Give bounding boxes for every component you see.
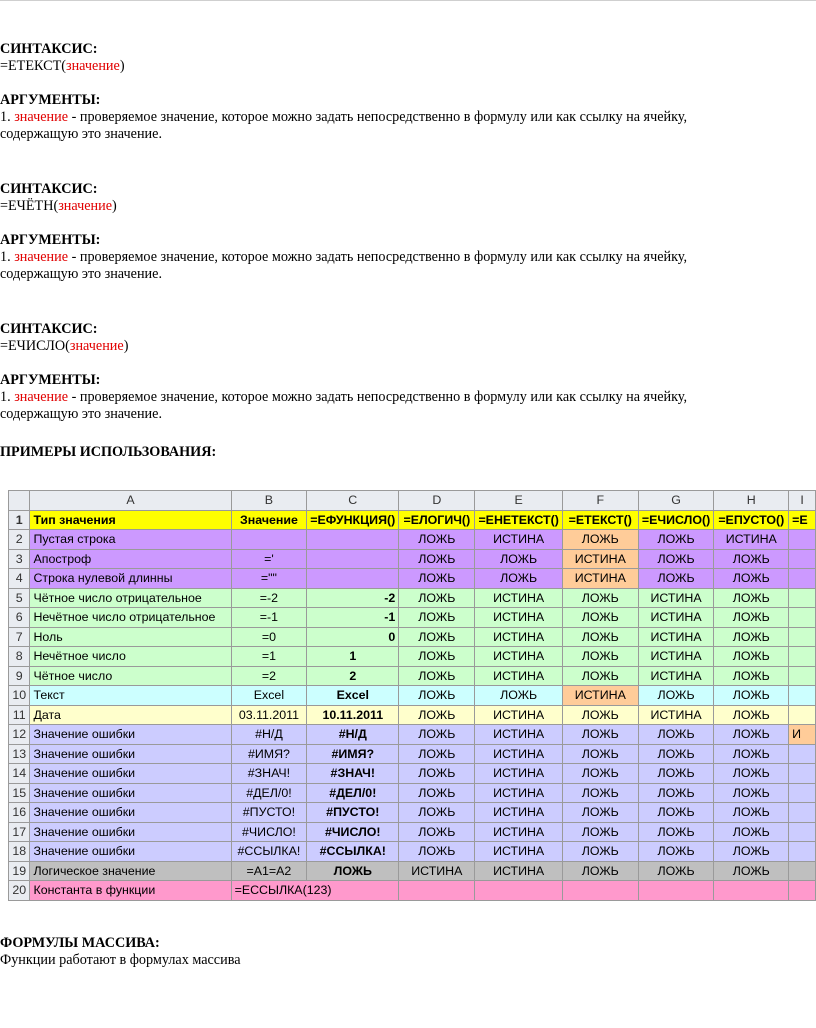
cell-echislo[interactable]: ЛОЖЬ <box>638 549 714 569</box>
table-row <box>9 647 816 667</box>
cell-echislo[interactable]: ЛОЖЬ <box>638 783 714 803</box>
row-number[interactable]: 19 <box>9 861 30 881</box>
cell-elogich[interactable]: ЛОЖЬ <box>399 725 475 745</box>
cell-etekst[interactable]: ЛОЖЬ <box>562 627 638 647</box>
row-number[interactable]: 10 <box>9 686 30 706</box>
cell-type[interactable]: Строка нулевой длинны <box>30 569 231 589</box>
cell-enetekst[interactable]: ИСТИНА <box>475 861 562 881</box>
cell-empty[interactable] <box>714 881 789 901</box>
cell-next[interactable] <box>789 627 816 647</box>
spreadsheet-example <box>8 490 816 906</box>
cell-elogich[interactable]: ИСТИНА <box>399 861 475 881</box>
cell-value[interactable]: =' <box>231 549 307 569</box>
row-number[interactable]: 4 <box>9 569 30 589</box>
cell-epusto[interactable]: ЛОЖЬ <box>714 842 789 862</box>
cell-echislo[interactable]: ИСТИНА <box>638 666 714 686</box>
column-header[interactable]: C <box>307 491 399 511</box>
cell-etekst[interactable]: ЛОЖЬ <box>562 861 638 881</box>
row-number[interactable]: 12 <box>9 725 30 745</box>
argument-description <box>0 249 812 266</box>
cell-header-value[interactable]: Значение <box>231 510 307 530</box>
cell-value[interactable] <box>231 530 307 550</box>
cell-enetekst[interactable]: ИСТИНА <box>475 842 562 862</box>
row-number[interactable]: 9 <box>9 666 30 686</box>
table-row <box>9 803 816 823</box>
cell-function-result[interactable]: 10.11.2011 <box>307 705 399 725</box>
table-row <box>9 725 816 745</box>
cell-value[interactable]: 03.11.2011 <box>231 705 307 725</box>
syntax-formula <box>0 338 812 355</box>
cell-etekst[interactable]: ЛОЖЬ <box>562 647 638 667</box>
cell-type[interactable]: Значение ошибки <box>30 842 231 862</box>
cell-function-result[interactable] <box>307 549 399 569</box>
cell-echislo[interactable]: ЛОЖЬ <box>638 764 714 784</box>
table-row <box>9 822 816 842</box>
corner-cell[interactable] <box>9 491 30 511</box>
row-number[interactable]: 14 <box>9 764 30 784</box>
argument-name: значение <box>14 249 69 265</box>
syntax-heading: СИНТАКСИС: <box>0 321 98 337</box>
table-row <box>9 744 816 764</box>
cell-empty[interactable] <box>399 881 475 901</box>
row-number[interactable]: 17 <box>9 822 30 842</box>
cell-echislo[interactable]: ЛОЖЬ <box>638 803 714 823</box>
cell-echislo[interactable]: ЛОЖЬ <box>638 861 714 881</box>
cell-enetekst[interactable]: ЛОЖЬ <box>475 686 562 706</box>
cell-etekst[interactable]: ЛОЖЬ <box>562 803 638 823</box>
cell-value[interactable]: #ЗНАЧ! <box>231 764 307 784</box>
cell-value[interactable]: #ДЕЛ/0! <box>231 783 307 803</box>
cell-enetekst[interactable]: ИСТИНА <box>475 588 562 608</box>
column-header[interactable]: A <box>30 491 231 511</box>
cell-etekst[interactable]: ИСТИНА <box>562 686 638 706</box>
argument-text-line2: содержащую это значение. <box>0 406 162 422</box>
cell-type[interactable]: Логическое значение <box>30 861 231 881</box>
cell-epusto[interactable]: ЛОЖЬ <box>714 608 789 628</box>
cell-type[interactable]: Ноль <box>30 627 231 647</box>
cell-etekst[interactable]: ЛОЖЬ <box>562 783 638 803</box>
argument-text-line1: - проверяемое значение, которое можно задать непосредственно в формулу или как ссылку на ячейку, <box>68 109 688 125</box>
argument-number: 1. <box>0 109 15 125</box>
cell-elogich[interactable]: ЛОЖЬ <box>399 627 475 647</box>
cell-type[interactable]: Значение ошибки <box>30 744 231 764</box>
row-number[interactable]: 15 <box>9 783 30 803</box>
column-header-row <box>9 491 816 511</box>
column-header[interactable]: H <box>714 491 789 511</box>
cell-next[interactable] <box>789 549 816 569</box>
cell-type[interactable]: Пустая строка <box>30 530 231 550</box>
argument-text-line1: - проверяемое значение, которое можно задать непосредственно в формулу или как ссылку на ячейку, <box>68 389 688 405</box>
cell-type[interactable]: Апостроф <box>30 549 231 569</box>
cell-next[interactable] <box>789 530 816 550</box>
cell-elogich[interactable]: ЛОЖЬ <box>399 569 475 589</box>
cell-echislo[interactable]: ЛОЖЬ <box>638 530 714 550</box>
cell-epusto[interactable]: ЛОЖЬ <box>714 647 789 667</box>
cell-type[interactable]: Нечётное число отрицательное <box>30 608 231 628</box>
cell-enetekst[interactable]: ИСТИНА <box>475 822 562 842</box>
column-header[interactable]: I <box>789 491 816 511</box>
formula-close: ) <box>123 338 129 354</box>
cell-epusto[interactable]: ЛОЖЬ <box>714 803 789 823</box>
syntax-heading: СИНТАКСИС: <box>0 41 98 57</box>
cell-epusto[interactable]: ЛОЖЬ <box>714 861 789 881</box>
cell-etekst[interactable]: ЛОЖЬ <box>562 822 638 842</box>
cell-value[interactable]: #ССЫЛКА! <box>231 842 307 862</box>
cell-value[interactable]: =-2 <box>231 588 307 608</box>
row-number[interactable]: 5 <box>9 588 30 608</box>
cell-enetekst[interactable]: ЛОЖЬ <box>475 569 562 589</box>
header-row <box>9 510 816 530</box>
column-header[interactable]: F <box>562 491 638 511</box>
row-number[interactable]: 8 <box>9 647 30 667</box>
cell-epusto[interactable]: ЛОЖЬ <box>714 666 789 686</box>
cell-header-efunction[interactable]: =ЕФУНКЦИЯ() <box>307 510 399 530</box>
cell-elogich[interactable]: ЛОЖЬ <box>399 647 475 667</box>
argument-number: 1. <box>0 389 15 405</box>
cell-echislo[interactable]: ЛОЖЬ <box>638 569 714 589</box>
row-number[interactable]: 1 <box>9 510 30 530</box>
cell-echislo[interactable]: ИСТИНА <box>638 705 714 725</box>
cell-elogich[interactable]: ЛОЖЬ <box>399 686 475 706</box>
cell-etekst[interactable]: ЛОЖЬ <box>562 666 638 686</box>
cell-enetekst[interactable]: ЛОЖЬ <box>475 549 562 569</box>
cell-next[interactable] <box>789 647 816 667</box>
cell-value[interactable]: ="" <box>231 569 307 589</box>
cell-echislo[interactable]: ЛОЖЬ <box>638 725 714 745</box>
syntax-formula <box>0 58 812 75</box>
cell-elogich[interactable]: ЛОЖЬ <box>399 588 475 608</box>
cell-header-enetekst[interactable]: =ЕНЕТЕКСТ() <box>475 510 562 530</box>
cell-enetekst[interactable]: ИСТИНА <box>475 764 562 784</box>
cell-header-etekst[interactable]: =ЕТЕКСТ() <box>562 510 638 530</box>
table-row <box>9 764 816 784</box>
cell-type[interactable]: Значение ошибки <box>30 803 231 823</box>
cell-echislo[interactable]: ЛОЖЬ <box>638 744 714 764</box>
cell-function-result[interactable] <box>307 530 399 550</box>
cell-epusto[interactable]: ЛОЖЬ <box>714 549 789 569</box>
cell-value[interactable]: #ИМЯ? <box>231 744 307 764</box>
cell-elogich[interactable]: ЛОЖЬ <box>399 822 475 842</box>
formula-name: =ЕЧЁТН( <box>0 198 59 214</box>
section-echetn <box>0 181 812 283</box>
cell-header-elogich[interactable]: =ЕЛОГИЧ() <box>399 510 475 530</box>
cell-etekst[interactable]: ЛОЖЬ <box>562 705 638 725</box>
cell-elogich[interactable]: ЛОЖЬ <box>399 842 475 862</box>
cell-function-result[interactable]: 0 <box>307 627 399 647</box>
column-header[interactable]: E <box>475 491 562 511</box>
cell-etekst[interactable]: ЛОЖЬ <box>562 842 638 862</box>
cell-echislo[interactable]: ИСТИНА <box>638 608 714 628</box>
table-row <box>9 666 816 686</box>
cell-next[interactable] <box>789 608 816 628</box>
cell-enetekst[interactable]: ИСТИНА <box>475 803 562 823</box>
argument-name: значение <box>14 389 69 405</box>
cell-elogich[interactable]: ЛОЖЬ <box>399 764 475 784</box>
cell-header-echislo[interactable]: =ЕЧИСЛО() <box>638 510 714 530</box>
cell-etekst[interactable]: ЛОЖЬ <box>562 608 638 628</box>
table-row <box>9 588 816 608</box>
cell-function-result[interactable]: #ИМЯ? <box>307 744 399 764</box>
table-row <box>9 705 816 725</box>
table-row <box>9 686 816 706</box>
cell-enetekst[interactable]: ИСТИНА <box>475 744 562 764</box>
cell-elogich[interactable]: ЛОЖЬ <box>399 705 475 725</box>
row-number[interactable]: 2 <box>9 530 30 550</box>
cell-type[interactable]: Значение ошибки <box>30 764 231 784</box>
syntax-heading: СИНТАКСИС: <box>0 181 98 197</box>
table-row <box>9 783 816 803</box>
array-heading: ФОРМУЛЫ МАССИВА: <box>0 935 160 951</box>
row-number[interactable]: 3 <box>9 549 30 569</box>
cell-function-result[interactable]: #ПУСТО! <box>307 803 399 823</box>
cell-value[interactable]: =1 <box>231 647 307 667</box>
cell-function-result[interactable]: -1 <box>307 608 399 628</box>
spreadsheet-table <box>8 490 816 901</box>
cell-enetekst[interactable]: ИСТИНА <box>475 647 562 667</box>
syntax-formula <box>0 198 812 215</box>
cell-type[interactable]: Чётное число отрицательное <box>30 588 231 608</box>
cell-empty[interactable] <box>475 881 562 901</box>
cell-etekst[interactable]: ЛОЖЬ <box>562 764 638 784</box>
cell-value[interactable]: #ЧИСЛО! <box>231 822 307 842</box>
formula-close: ) <box>119 58 125 74</box>
cell-function-result[interactable]: ЛОЖЬ <box>307 861 399 881</box>
cell-enetekst[interactable]: ИСТИНА <box>475 725 562 745</box>
argument-description <box>0 109 812 126</box>
cell-empty[interactable] <box>562 881 638 901</box>
cell-function-result[interactable]: #ЗНАЧ! <box>307 764 399 784</box>
cell-enetekst[interactable]: ИСТИНА <box>475 530 562 550</box>
column-header[interactable]: D <box>399 491 475 511</box>
cell-value[interactable]: #Н/Д <box>231 725 307 745</box>
row-number[interactable]: 7 <box>9 627 30 647</box>
argument-text-line1: - проверяемое значение, которое можно задать непосредственно в формулу или как ссылку на ячейку, <box>68 249 688 265</box>
arguments-heading: АРГУМЕНТЫ: <box>0 92 101 108</box>
cell-next[interactable] <box>789 822 816 842</box>
cell-type[interactable]: Текст <box>30 686 231 706</box>
cell-etekst[interactable]: ЛОЖЬ <box>562 744 638 764</box>
cell-echislo[interactable]: ИСТИНА <box>638 647 714 667</box>
column-header[interactable]: G <box>638 491 714 511</box>
table-row <box>9 569 816 589</box>
row-number[interactable]: 6 <box>9 608 30 628</box>
table-row-constant <box>9 881 816 901</box>
cell-type[interactable]: Значение ошибки <box>30 822 231 842</box>
cell-function-result[interactable]: #ДЕЛ/0! <box>307 783 399 803</box>
cell-function-result[interactable]: Excel <box>307 686 399 706</box>
cell-type[interactable]: Дата <box>30 705 231 725</box>
cell-header-next[interactable]: =Е <box>789 510 816 530</box>
cell-epusto[interactable]: ИСТИНА <box>714 530 789 550</box>
row-number[interactable]: 11 <box>9 705 30 725</box>
cell-type[interactable]: Значение ошибки <box>30 725 231 745</box>
cell-echislo[interactable]: ЛОЖЬ <box>638 842 714 862</box>
cell-value[interactable]: Excel <box>231 686 307 706</box>
formula-argument: значение <box>58 198 113 214</box>
cell-elogich[interactable]: ЛОЖЬ <box>399 530 475 550</box>
cell-etekst[interactable]: ЛОЖЬ <box>562 588 638 608</box>
row-number[interactable]: 20 <box>9 881 30 901</box>
cell-next[interactable] <box>789 569 816 589</box>
cell-empty[interactable] <box>789 881 816 901</box>
cell-etekst[interactable]: ИСТИНА <box>562 549 638 569</box>
cell-echislo[interactable]: ЛОЖЬ <box>638 686 714 706</box>
cell-function-result[interactable]: #ЧИСЛО! <box>307 822 399 842</box>
table-row <box>9 549 816 569</box>
cell-elogich[interactable]: ЛОЖЬ <box>399 783 475 803</box>
examples-heading: ПРИМЕРЫ ИСПОЛЬЗОВАНИЯ: <box>0 444 217 460</box>
cell-function-result[interactable]: -2 <box>307 588 399 608</box>
cell-next[interactable] <box>789 744 816 764</box>
cell-etekst[interactable]: ЛОЖЬ <box>562 725 638 745</box>
arguments-heading: АРГУМЕНТЫ: <box>0 232 101 248</box>
cell-elogich[interactable]: ЛОЖЬ <box>399 744 475 764</box>
cell-function-result[interactable]: #Н/Д <box>307 725 399 745</box>
top-border <box>0 0 816 1</box>
cell-epusto[interactable]: ЛОЖЬ <box>714 569 789 589</box>
argument-text-line2: содержащую это значение. <box>0 266 162 282</box>
array-text: Функции работают в формулах массива <box>0 952 241 968</box>
cell-next[interactable] <box>789 764 816 784</box>
row-number[interactable]: 13 <box>9 744 30 764</box>
section-etekst <box>0 41 812 143</box>
formula-argument: значение <box>69 338 124 354</box>
cell-enetekst[interactable]: ИСТИНА <box>475 783 562 803</box>
cell-epusto[interactable]: ЛОЖЬ <box>714 744 789 764</box>
cell-enetekst[interactable]: ИСТИНА <box>475 666 562 686</box>
cell-value[interactable]: =2 <box>231 666 307 686</box>
cell-value[interactable]: #ПУСТО! <box>231 803 307 823</box>
cell-echislo[interactable]: ЛОЖЬ <box>638 822 714 842</box>
cell-epusto[interactable]: ЛОЖЬ <box>714 725 789 745</box>
cell-header-type[interactable]: Тип значения <box>30 510 231 530</box>
cell-epusto[interactable]: ЛОЖЬ <box>714 764 789 784</box>
cell-type[interactable]: Значение ошибки <box>30 783 231 803</box>
argument-text-line2: содержащую это значение. <box>0 126 162 142</box>
cell-elogich[interactable]: ЛОЖЬ <box>399 803 475 823</box>
cell-echislo[interactable]: ИСТИНА <box>638 627 714 647</box>
cell-type[interactable]: Нечётное число <box>30 647 231 667</box>
formula-argument: значение <box>65 58 120 74</box>
cell-epusto[interactable]: ЛОЖЬ <box>714 627 789 647</box>
cell-enetekst[interactable]: ИСТИНА <box>475 608 562 628</box>
cell-formula[interactable]: =ЕССЫЛКА(123) <box>231 881 399 901</box>
cell-function-result[interactable] <box>307 569 399 589</box>
cell-epusto[interactable]: ЛОЖЬ <box>714 686 789 706</box>
table-row <box>9 530 816 550</box>
cell-enetekst[interactable]: ИСТИНА <box>475 627 562 647</box>
cell-next[interactable] <box>789 588 816 608</box>
cell-next[interactable] <box>789 783 816 803</box>
cell-empty[interactable] <box>638 881 714 901</box>
table-row <box>9 861 816 881</box>
cell-header-epusto[interactable]: =ЕПУСТО() <box>714 510 789 530</box>
argument-description <box>0 389 812 406</box>
formula-name: =ЕЧИСЛО( <box>0 338 70 354</box>
cell-etekst[interactable]: ЛОЖЬ <box>562 530 638 550</box>
table-row <box>9 608 816 628</box>
cell-value[interactable]: =A1=A2 <box>231 861 307 881</box>
cell-value[interactable]: =0 <box>231 627 307 647</box>
section-echislo <box>0 321 812 423</box>
cell-elogich[interactable]: ЛОЖЬ <box>399 666 475 686</box>
table-row <box>9 627 816 647</box>
cell-enetekst[interactable]: ИСТИНА <box>475 705 562 725</box>
cell-elogich[interactable]: ЛОЖЬ <box>399 608 475 628</box>
cell-type[interactable]: Чётное число <box>30 666 231 686</box>
cell-etekst[interactable]: ИСТИНА <box>562 569 638 589</box>
formula-close: ) <box>112 198 117 214</box>
cell-function-result[interactable]: #ССЫЛКА! <box>307 842 399 862</box>
cell-value[interactable]: =-1 <box>231 608 307 628</box>
cell-function-result[interactable]: 1 <box>307 647 399 667</box>
row-number[interactable]: 18 <box>9 842 30 862</box>
formula-name: =ЕТЕКСТ( <box>0 58 66 74</box>
cell-next[interactable] <box>789 842 816 862</box>
cell-next[interactable]: И <box>789 725 816 745</box>
cell-epusto[interactable]: ЛОЖЬ <box>714 705 789 725</box>
cell-type[interactable]: Константа в функции <box>30 881 231 901</box>
cell-next[interactable] <box>789 666 816 686</box>
cell-elogich[interactable]: ЛОЖЬ <box>399 549 475 569</box>
cell-function-result[interactable]: 2 <box>307 666 399 686</box>
arguments-heading: АРГУМЕНТЫ: <box>0 372 101 388</box>
cell-echislo[interactable]: ИСТИНА <box>638 588 714 608</box>
cell-epusto[interactable]: ЛОЖЬ <box>714 783 789 803</box>
table-row <box>9 842 816 862</box>
cell-next[interactable] <box>789 686 816 706</box>
cell-next[interactable] <box>789 861 816 881</box>
argument-name: значение <box>14 109 69 125</box>
cell-next[interactable] <box>789 705 816 725</box>
cell-next[interactable] <box>789 803 816 823</box>
column-header[interactable]: B <box>231 491 307 511</box>
argument-number: 1. <box>0 249 15 265</box>
cell-epusto[interactable]: ЛОЖЬ <box>714 588 789 608</box>
row-number[interactable]: 16 <box>9 803 30 823</box>
cell-epusto[interactable]: ЛОЖЬ <box>714 822 789 842</box>
